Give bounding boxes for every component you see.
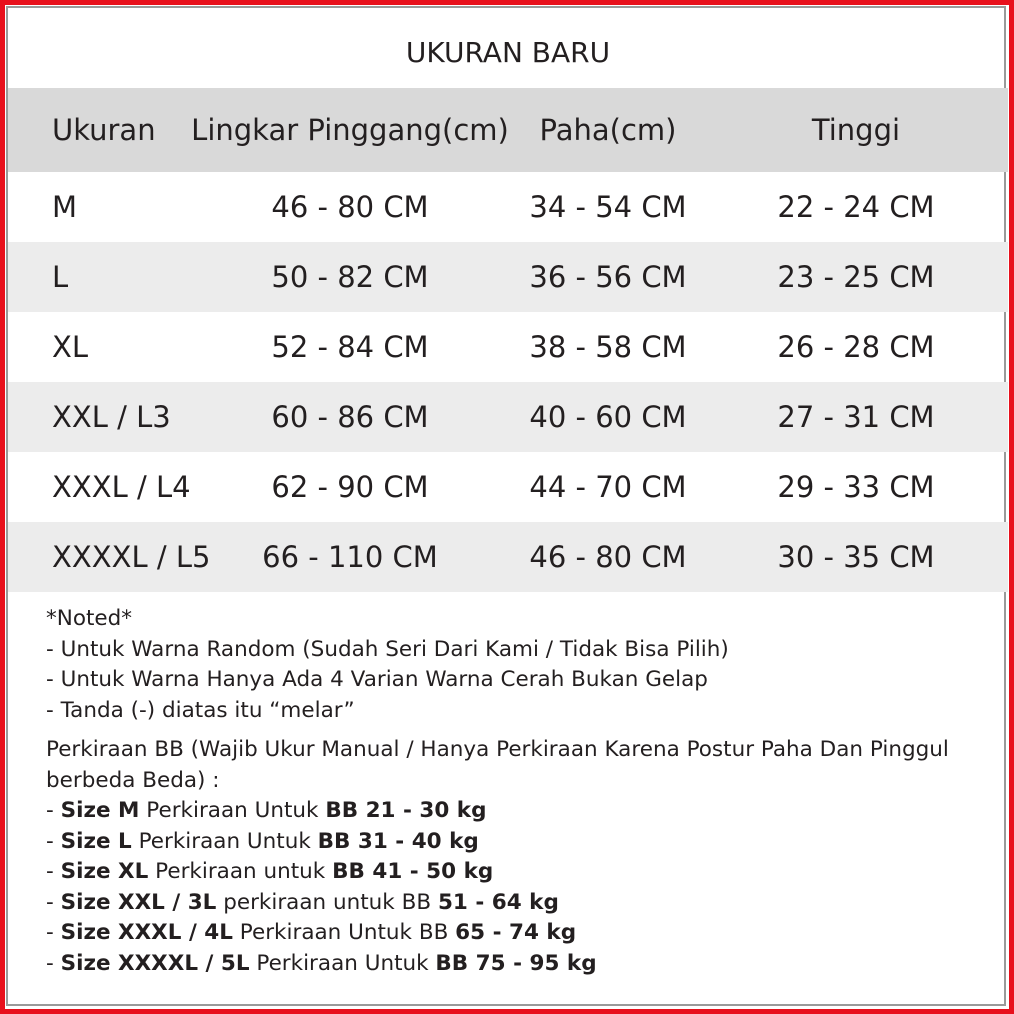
cell-height: 22 - 24 CM — [777, 190, 935, 224]
chart-title: UKURAN BARU — [405, 36, 611, 69]
cell-thigh: 38 - 58 CM — [529, 330, 687, 364]
size-label: Size XXXL / 4L — [60, 920, 233, 945]
weight-range: 65 - 74 kg — [455, 920, 577, 945]
item-mid: Perkiraan Untuk BB — [232, 920, 456, 945]
weight-estimate-item — [46, 857, 996, 888]
item-prefix: - — [46, 950, 61, 976]
cell-waist: 60 - 86 CM — [271, 400, 429, 434]
cell-size: XXXXL / L5 — [52, 540, 211, 574]
item-prefix: - — [46, 828, 61, 854]
table-row — [8, 312, 1008, 382]
table-row — [8, 382, 1008, 452]
weight-range: 51 - 64 kg — [437, 889, 559, 915]
header-size: Ukuran — [52, 113, 156, 147]
notes-heading: *Noted* — [46, 606, 133, 631]
weight-range: BB 31 - 40 kg — [317, 828, 479, 854]
note-item: - Untuk Warna Random (Sudah Seri Dari Kami / Tidak Bisa Pilih) — [46, 636, 729, 662]
cell-thigh: 34 - 54 CM — [529, 190, 687, 224]
table-row — [8, 242, 1008, 312]
size-chart — [6, 6, 1006, 1006]
cell-size: XL — [52, 330, 89, 364]
item-mid: perkiraan untuk BB — [216, 889, 438, 915]
note-item: - Tanda (-) diatas itu “melar” — [46, 697, 355, 723]
header-waist: Lingkar Pinggang(cm) — [191, 113, 509, 147]
cell-height: 27 - 31 CM — [777, 400, 935, 434]
cell-height: 23 - 25 CM — [777, 260, 935, 294]
cell-height: 29 - 33 CM — [777, 470, 935, 504]
cell-height: 26 - 28 CM — [777, 330, 935, 364]
cell-size: M — [52, 190, 78, 224]
weight-range: BB 41 - 50 kg — [332, 859, 494, 884]
size-label: Size M — [60, 798, 140, 823]
cell-waist: 62 - 90 CM — [271, 470, 429, 504]
header-thigh: Paha(cm) — [539, 113, 677, 147]
weight-estimate-item — [46, 796, 996, 827]
cell-size: XXXL / L4 — [52, 470, 191, 504]
size-label: Size L — [60, 828, 132, 854]
weight-estimate-item — [46, 918, 996, 949]
table-row — [8, 522, 1008, 592]
weight-estimate-item — [46, 888, 996, 919]
note-item: - Untuk Warna Hanya Ada 4 Varian Warna Cerah Bukan Gelap — [46, 667, 708, 692]
table-row — [8, 172, 1008, 242]
estimate-intro: Perkiraan BB (Wajib Ukur Manual / Hanya Perkiraan Karena Postur Paha Dan Pinggul — [46, 737, 949, 762]
header-height: Tinggi — [811, 113, 901, 147]
cell-size: L — [52, 260, 69, 294]
size-label: Size XXXXL / 5L — [60, 950, 250, 976]
item-prefix: - — [46, 798, 61, 823]
size-label: Size XL — [60, 859, 149, 884]
cell-height: 30 - 35 CM — [777, 540, 935, 574]
cell-waist: 52 - 84 CM — [271, 330, 429, 364]
cell-thigh: 36 - 56 CM — [529, 260, 687, 294]
cell-size: XXL / L3 — [52, 400, 171, 434]
cell-waist: 50 - 82 CM — [271, 260, 429, 294]
estimate-intro-cont: berbeda Beda) : — [46, 767, 220, 793]
cell-waist: 66 - 110 CM — [262, 540, 438, 574]
item-mid: Perkiraan untuk — [148, 859, 333, 884]
weight-range: BB 21 - 30 kg — [325, 798, 487, 823]
cell-thigh: 44 - 70 CM — [529, 470, 687, 504]
weight-estimate-item — [46, 827, 996, 858]
cell-waist: 46 - 80 CM — [271, 190, 429, 224]
size-label: Size XXL / 3L — [60, 889, 217, 915]
table-row — [8, 452, 1008, 522]
notes-section — [46, 604, 996, 979]
item-mid: Perkiraan Untuk — [249, 950, 436, 976]
weight-estimate-item — [46, 949, 996, 980]
weight-range: BB 75 - 95 kg — [435, 950, 597, 976]
item-prefix: - — [46, 889, 61, 915]
table-header — [8, 88, 1008, 172]
cell-thigh: 40 - 60 CM — [529, 400, 687, 434]
item-mid: Perkiraan Untuk — [139, 798, 326, 823]
item-mid: Perkiraan Untuk — [131, 828, 318, 854]
cell-thigh: 46 - 80 CM — [529, 540, 687, 574]
item-prefix: - — [46, 859, 61, 884]
item-prefix: - — [46, 920, 61, 945]
